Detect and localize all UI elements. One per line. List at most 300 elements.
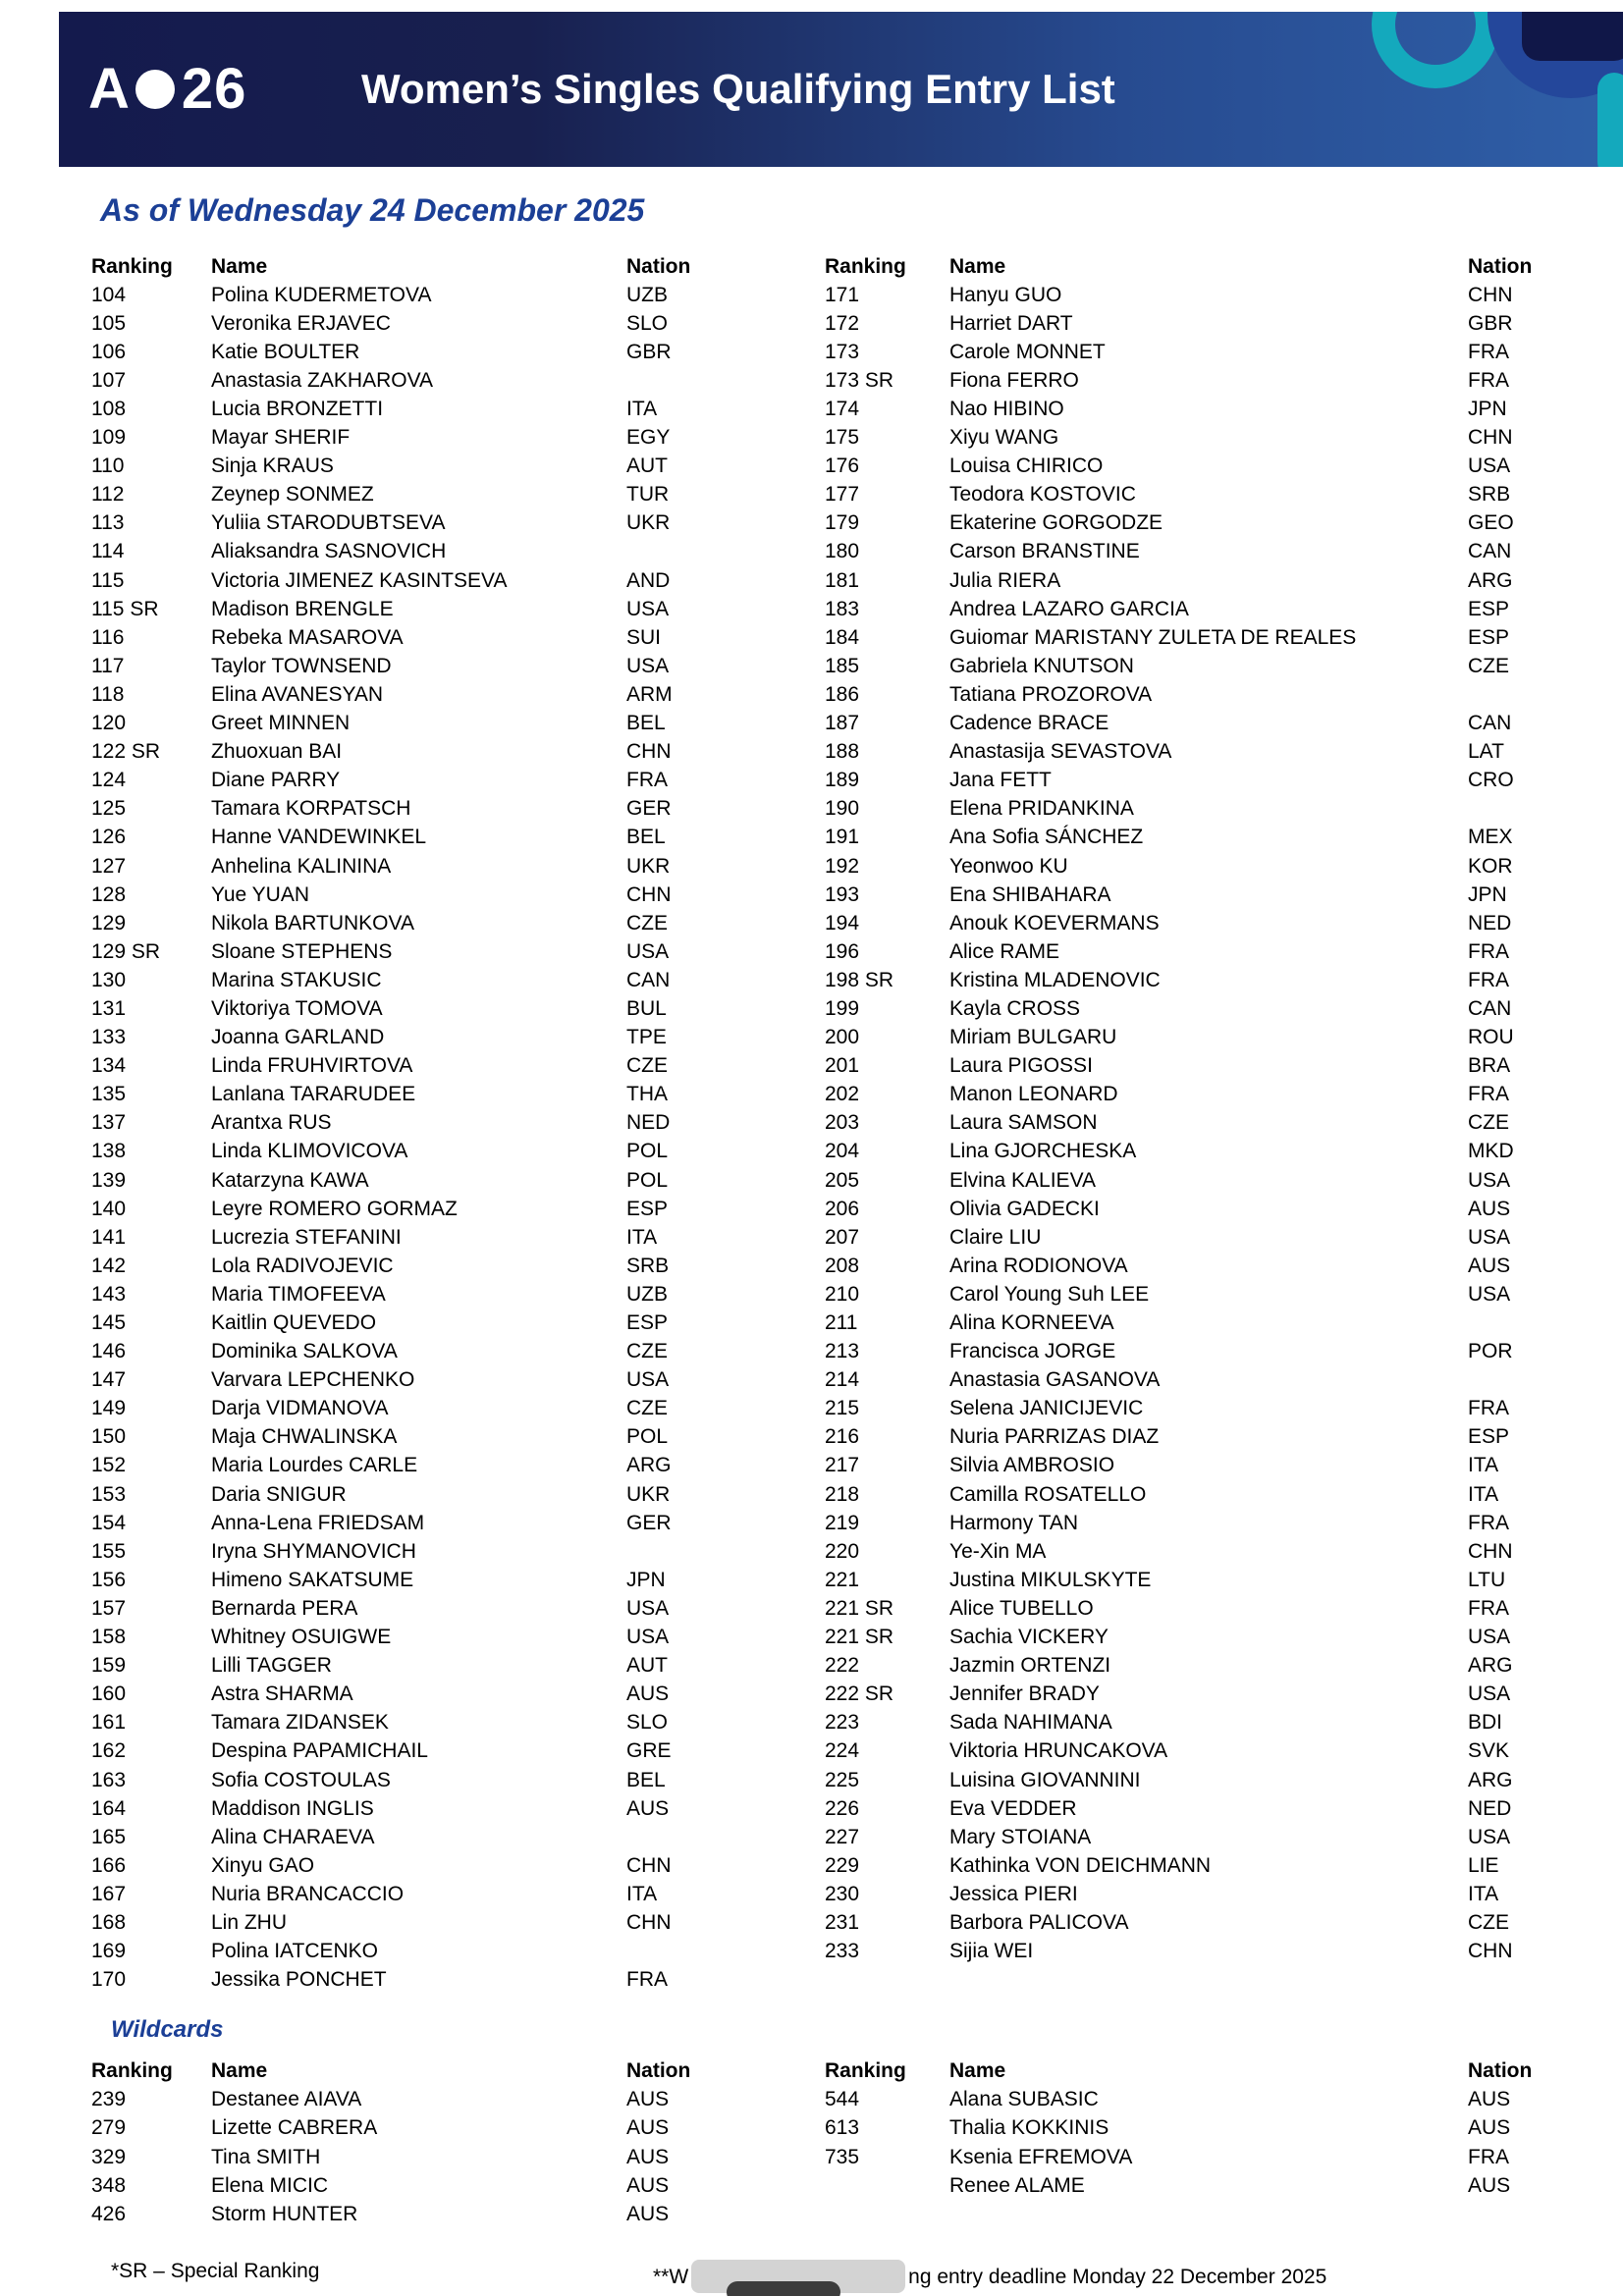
entry-row	[825, 1681, 1544, 1709]
entry-name: Silvia AMBROSIO	[949, 1454, 1115, 1477]
entry-row	[825, 909, 1544, 937]
name-header: Name	[211, 254, 268, 278]
entry-row	[825, 1794, 1544, 1823]
entry-row	[825, 1624, 1544, 1652]
entry-name: Sijia WEI	[949, 1940, 1034, 1963]
entry-row	[825, 994, 1544, 1023]
entry-ranking: 130	[91, 968, 127, 991]
entry-nation: AUS	[626, 2202, 670, 2225]
entry-name: Whitney OSUIGWE	[211, 1626, 392, 1649]
entry-row	[91, 909, 710, 937]
entry-ranking: 149	[91, 1397, 127, 1420]
entry-row	[91, 852, 710, 881]
entry-row	[825, 710, 1544, 738]
entry-row	[91, 2200, 710, 2228]
entry-name: Bernarda PERA	[211, 1596, 358, 1620]
footnotes	[91, 2256, 1623, 2296]
entry-nation: FRA	[1468, 368, 1509, 392]
entry-name: Harriet DART	[949, 311, 1073, 335]
entry-name: Veronika ERJAVEC	[211, 311, 391, 335]
entry-row	[825, 966, 1544, 994]
entry-name: Storm HUNTER	[211, 2202, 358, 2225]
entry-ranking: 167	[91, 1882, 127, 1905]
entry-ranking: 108	[91, 398, 127, 421]
entry-nation: KOR	[1468, 854, 1513, 878]
entry-nation: ESP	[626, 1197, 669, 1220]
entry-row	[825, 1880, 1544, 1908]
entry-nation: CZE	[626, 1054, 668, 1078]
entry-ranking: 613	[825, 2116, 860, 2140]
entry-name: Lizette CABRERA	[211, 2116, 378, 2140]
entry-row	[825, 338, 1544, 366]
entry-ranking: 125	[91, 797, 127, 821]
entry-ranking: 221 SR	[825, 1626, 894, 1649]
entry-nation: ESP	[1468, 597, 1510, 620]
entry-nation: ESP	[1468, 625, 1510, 649]
entry-name: Ena SHIBAHARA	[949, 882, 1111, 906]
entry-row	[91, 509, 710, 538]
entry-name: Arantxa RUS	[211, 1111, 332, 1135]
entry-name: Tina SMITH	[211, 2145, 321, 2168]
entry-name: Diane PARRY	[211, 769, 341, 792]
entry-row	[91, 2143, 710, 2171]
entry-ranking: 106	[91, 340, 127, 363]
entry-name: Camilla ROSATELLO	[949, 1482, 1147, 1506]
entry-name: Anna-Lena FRIEDSAM	[211, 1511, 425, 1534]
entry-nation: ITA	[626, 398, 658, 421]
entry-name: Anastasia ZAKHAROVA	[211, 368, 434, 392]
entry-name: Tatiana PROZOROVA	[949, 682, 1153, 706]
entry-nation: BUL	[626, 996, 667, 1020]
entry-nation: USA	[1468, 1626, 1511, 1649]
entry-ranking: 426	[91, 2202, 127, 2225]
entry-ranking: 126	[91, 826, 127, 849]
entry-name: Polina KUDERMETOVA	[211, 283, 432, 306]
entry-nation: CZE	[626, 911, 668, 934]
entry-nation: AND	[626, 568, 671, 592]
entry-row	[91, 994, 710, 1023]
entry-name: Fiona FERRO	[949, 368, 1079, 392]
entry-nation: AUT	[626, 454, 668, 478]
entry-row	[825, 852, 1544, 881]
entry-row	[825, 1480, 1544, 1509]
entry-nation: FRA	[1468, 1596, 1509, 1620]
entry-nation: CAN	[626, 968, 671, 991]
wildcards-list	[91, 2057, 1623, 2229]
main-list-left-rows	[91, 281, 710, 1995]
name-header: Name	[949, 254, 1006, 278]
entry-ranking: 175	[825, 426, 860, 450]
entry-nation: GEO	[1468, 511, 1514, 535]
entry-row	[825, 767, 1544, 795]
entry-ranking: 109	[91, 426, 127, 450]
entry-row	[825, 538, 1544, 566]
entry-name: Manon LEONARD	[949, 1083, 1118, 1106]
entry-name: Polina IATCENKO	[211, 1940, 378, 1963]
entry-ranking: 134	[91, 1054, 127, 1078]
entry-name: Sofia COSTOULAS	[211, 1768, 391, 1791]
entry-ranking: 131	[91, 996, 127, 1020]
entry-row	[825, 1280, 1544, 1308]
entry-row	[825, 1252, 1544, 1280]
entry-ranking: 146	[91, 1340, 127, 1363]
entry-nation: AUS	[1468, 2173, 1511, 2197]
entry-ranking: 163	[91, 1768, 127, 1791]
entry-row	[91, 1537, 710, 1566]
entry-nation: ARM	[626, 682, 673, 706]
entry-name: Arina RODIONOVA	[949, 1254, 1128, 1277]
entry-row	[825, 1024, 1544, 1052]
ao-logo-o-icon	[135, 70, 175, 109]
entry-ranking: 173 SR	[825, 368, 894, 392]
entry-row	[825, 1109, 1544, 1138]
entry-nation: BEL	[626, 712, 666, 735]
entry-row	[91, 1223, 710, 1252]
entry-nation: FRA	[1468, 1397, 1509, 1420]
entry-row	[825, 1081, 1544, 1109]
entry-name: Selena JANICIJEVIC	[949, 1397, 1144, 1420]
entry-nation: SUI	[626, 625, 662, 649]
entry-ranking: 154	[91, 1511, 127, 1534]
entry-ranking: 117	[91, 654, 125, 677]
entry-name: Xiyu WANG	[949, 426, 1059, 450]
entry-ranking: 161	[91, 1711, 127, 1735]
entry-row	[91, 1308, 710, 1337]
entry-row	[825, 1509, 1544, 1537]
entry-ranking: 112	[91, 483, 125, 507]
entry-nation: CAN	[1468, 996, 1512, 1020]
entry-name: Lucia BRONZETTI	[211, 398, 384, 421]
entry-row	[91, 1195, 710, 1223]
entry-nation: USA	[626, 939, 670, 963]
entry-ranking: 214	[825, 1368, 860, 1392]
entry-nation: LTU	[1468, 1568, 1506, 1591]
entry-ranking: 172	[825, 311, 860, 335]
entry-ranking: 233	[825, 1940, 860, 1963]
entry-ranking: 223	[825, 1711, 860, 1735]
entry-ranking: 184	[825, 625, 860, 649]
entry-row	[825, 1452, 1544, 1480]
entry-nation: SLO	[626, 311, 669, 335]
entry-ranking: 211	[825, 1311, 858, 1335]
entry-ranking: 168	[91, 1910, 127, 1934]
entry-row	[91, 395, 710, 423]
entry-ranking: 180	[825, 540, 860, 563]
wildcards-left-column	[91, 2057, 710, 2229]
entry-row	[91, 1794, 710, 1823]
entry-nation: CAN	[1468, 712, 1512, 735]
entry-name: Aliaksandra SASNOVICH	[211, 540, 447, 563]
entry-nation: USA	[1468, 454, 1511, 478]
entry-nation: CZE	[1468, 1111, 1509, 1135]
entry-row	[91, 652, 710, 680]
entry-nation: AUS	[626, 1796, 670, 1820]
entry-name: Viktoria HRUNCAKOVA	[949, 1739, 1168, 1763]
entry-name: Tamara ZIDANSEK	[211, 1711, 389, 1735]
entry-row	[825, 395, 1544, 423]
entry-nation: CHN	[626, 1910, 672, 1934]
entry-ranking: 171	[825, 283, 860, 306]
entry-name: Leyre ROMERO GORMAZ	[211, 1197, 458, 1220]
entry-nation: POL	[626, 1140, 669, 1163]
entry-name: Rebeka MASAROVA	[211, 625, 404, 649]
entry-ranking: 222 SR	[825, 1682, 894, 1706]
entry-ranking: 221	[825, 1568, 860, 1591]
entry-ranking: 114	[91, 540, 125, 563]
entry-nation: SVK	[1468, 1739, 1510, 1763]
entry-ranking: 141	[91, 1225, 127, 1249]
entry-nation: AUS	[1468, 1197, 1511, 1220]
entry-ranking: 127	[91, 854, 127, 878]
entry-nation: UZB	[626, 1282, 668, 1306]
entry-name: Dominika SALKOVA	[211, 1340, 398, 1363]
entry-row	[91, 566, 710, 595]
entry-ranking: 142	[91, 1254, 127, 1277]
entry-row	[91, 281, 710, 309]
entry-name: Lanlana TARARUDEE	[211, 1083, 416, 1106]
entry-nation: FRA	[626, 769, 668, 792]
entry-name: Mayar SHERIF	[211, 426, 351, 450]
entry-name: Alina CHARAEVA	[211, 1825, 375, 1848]
entry-nation: POR	[1468, 1340, 1513, 1363]
entry-name: Anastasija SEVASTOVA	[949, 740, 1172, 764]
entry-row	[91, 937, 710, 966]
entry-row	[91, 1766, 710, 1794]
entry-nation: USA	[1468, 1682, 1511, 1706]
entry-ranking: 187	[825, 712, 860, 735]
entry-row	[91, 1681, 710, 1709]
entry-ranking: 181	[825, 568, 860, 592]
entry-row	[91, 1509, 710, 1537]
entry-row	[91, 1908, 710, 1937]
entry-row	[825, 738, 1544, 767]
deadline-note-prefix: **W	[653, 2266, 689, 2289]
entry-name: Viktoriya TOMOVA	[211, 996, 383, 1020]
entry-nation: ITA	[1468, 1482, 1499, 1506]
entry-row	[91, 1452, 710, 1480]
entry-nation: LAT	[1468, 740, 1504, 764]
entry-ranking: 227	[825, 1825, 860, 1848]
entry-name: Elvina KALIEVA	[949, 1168, 1097, 1192]
ranking-header: Ranking	[825, 254, 906, 278]
entry-nation: UKR	[626, 511, 671, 535]
entry-row	[825, 1338, 1544, 1366]
entry-nation: CHN	[1468, 283, 1513, 306]
entry-row	[91, 595, 710, 623]
entry-ranking: 207	[825, 1225, 860, 1249]
entry-nation: AUS	[626, 2173, 670, 2197]
entry-nation: USA	[626, 654, 670, 677]
name-header: Name	[949, 2059, 1006, 2083]
entry-name: Zeynep SONMEZ	[211, 483, 374, 507]
entry-row	[825, 481, 1544, 509]
entry-name: Kaitlin QUEVEDO	[211, 1311, 377, 1335]
entry-ranking: 200	[825, 1026, 860, 1049]
entry-name: Ana Sofia SÁNCHEZ	[949, 826, 1144, 849]
entry-row	[91, 1594, 710, 1623]
entry-nation: AUT	[626, 1654, 668, 1678]
entry-row	[91, 881, 710, 909]
entry-row	[825, 566, 1544, 595]
page-title: Women’s Singles Qualifying Entry List	[361, 66, 1115, 112]
entry-nation: BEL	[626, 826, 666, 849]
entry-ranking: 205	[825, 1168, 860, 1192]
entry-name: Nikola BARTUNKOVA	[211, 911, 414, 934]
entry-nation: CHN	[626, 1853, 672, 1877]
entry-name: Maja CHWALINSKA	[211, 1425, 398, 1449]
entry-row	[91, 424, 710, 453]
entry-nation: TUR	[626, 483, 670, 507]
entry-ranking: 231	[825, 1910, 860, 1934]
entry-name: Sinja KRAUS	[211, 454, 334, 478]
entry-name: Carol Young Suh LEE	[949, 1282, 1150, 1306]
entry-ranking: 143	[91, 1282, 127, 1306]
entry-name: Linda KLIMOVICOVA	[211, 1140, 408, 1163]
entry-name: Destanee AIAVA	[211, 2088, 362, 2111]
entry-name: Yeonwoo KU	[949, 854, 1068, 878]
entry-name: Sachia VICKERY	[949, 1626, 1109, 1649]
entry-row	[825, 424, 1544, 453]
entry-row	[825, 795, 1544, 824]
entry-ranking: 229	[825, 1853, 860, 1877]
entry-name: Taylor TOWNSEND	[211, 654, 392, 677]
entry-name: Elina AVANESYAN	[211, 682, 384, 706]
entry-nation: NED	[1468, 1796, 1512, 1820]
entry-name: Andrea LAZARO GARCIA	[949, 597, 1189, 620]
entry-ranking: 204	[825, 1140, 860, 1163]
entry-ranking: 137	[91, 1111, 127, 1135]
entry-row	[91, 338, 710, 366]
entry-ranking: 189	[825, 769, 860, 792]
wildcards-section-label: Wildcards	[111, 2015, 224, 2043]
entry-ranking: 153	[91, 1482, 127, 1506]
entry-ranking: 279	[91, 2116, 127, 2140]
entry-nation: TPE	[626, 1026, 667, 1049]
entry-nation: FRA	[1468, 1083, 1509, 1106]
entry-name: Luisina GIOVANNINI	[949, 1768, 1141, 1791]
entry-name: Iryna SHYMANOVICH	[211, 1539, 416, 1563]
entry-ranking: 124	[91, 769, 127, 792]
banner	[59, 12, 1623, 167]
entry-nation: USA	[1468, 1282, 1511, 1306]
decorative-ring-icon	[1372, 12, 1499, 88]
entry-nation: CHN	[1468, 426, 1513, 450]
entry-row	[91, 453, 710, 481]
entry-name: Kayla CROSS	[949, 996, 1081, 1020]
entry-ranking: 348	[91, 2173, 127, 2197]
entry-name: Lilli TAGGER	[211, 1654, 332, 1678]
entry-nation: MEX	[1468, 826, 1513, 849]
entry-name: Harmony TAN	[949, 1511, 1079, 1534]
entry-ranking: 186	[825, 682, 860, 706]
entry-row	[91, 366, 710, 395]
entry-nation: BEL	[626, 1768, 666, 1791]
entry-name: Lola RADIVOJEVIC	[211, 1254, 394, 1277]
entry-nation: ITA	[1468, 1882, 1499, 1905]
entry-ranking: 115 SR	[91, 597, 159, 620]
entry-ranking: 145	[91, 1311, 127, 1335]
entry-ranking: 110	[91, 454, 125, 478]
entry-row	[91, 1138, 710, 1166]
entry-ranking: 158	[91, 1626, 127, 1649]
watermark-pill	[727, 2281, 840, 2296]
entry-row	[91, 795, 710, 824]
entry-nation: MKD	[1468, 1140, 1514, 1163]
document-body	[0, 167, 1623, 2296]
entry-row	[825, 1138, 1544, 1166]
entry-ranking: 221 SR	[825, 1596, 894, 1620]
name-header: Name	[211, 2059, 268, 2083]
entry-name: Greet MINNEN	[211, 712, 351, 735]
entry-row	[825, 1652, 1544, 1681]
entry-nation: NED	[626, 1111, 671, 1135]
decorative-bar-shape	[1597, 73, 1623, 167]
entry-name: Olivia GADECKI	[949, 1197, 1100, 1220]
entry-ranking: 160	[91, 1682, 127, 1706]
entry-ranking: 122 SR	[91, 740, 161, 764]
entry-name: Jessika PONCHET	[211, 1968, 387, 1992]
entry-row	[825, 595, 1544, 623]
entry-nation: EGY	[626, 426, 671, 450]
entry-name: Nao HIBINO	[949, 398, 1064, 421]
entry-ranking: 216	[825, 1425, 860, 1449]
decorative-corner-shape	[1522, 12, 1623, 61]
entry-ranking: 224	[825, 1739, 860, 1763]
entry-nation: FRA	[1468, 939, 1509, 963]
entry-nation: CZE	[626, 1397, 668, 1420]
entry-ranking: 170	[91, 1968, 127, 1992]
entry-ranking: 177	[825, 483, 860, 507]
entry-row	[91, 966, 710, 994]
entry-name: Marina STAKUSIC	[211, 968, 382, 991]
entry-name: Miriam BULGARU	[949, 1026, 1117, 1049]
entry-name: Guiomar MARISTANY ZULETA DE REALES	[949, 625, 1357, 649]
entry-nation: GER	[626, 1511, 672, 1534]
entry-name: Despina PAPAMICHAIL	[211, 1739, 428, 1763]
entry-ranking: 199	[825, 996, 860, 1020]
entry-name: Jana FETT	[949, 769, 1052, 792]
entry-ranking: 230	[825, 1882, 860, 1905]
entry-nation: SLO	[626, 1711, 669, 1735]
entry-ranking: 215	[825, 1397, 860, 1420]
entry-name: Jessica PIERI	[949, 1882, 1078, 1905]
entry-ranking: 196	[825, 939, 860, 963]
entry-nation: USA	[1468, 1225, 1511, 1249]
entry-name: Louisa CHIRICO	[949, 454, 1104, 478]
entry-nation: GBR	[1468, 311, 1513, 335]
entry-row	[825, 2143, 1544, 2171]
entry-name: Renee ALAME	[949, 2173, 1085, 2197]
entry-row	[91, 1938, 710, 1966]
entry-ranking: 190	[825, 797, 860, 821]
entry-ranking: 140	[91, 1197, 127, 1220]
entry-nation: AUS	[626, 2088, 670, 2111]
entry-nation: FRA	[1468, 1511, 1509, 1534]
entry-ranking: 116	[91, 625, 125, 649]
entry-nation: SRB	[1468, 483, 1511, 507]
entry-row	[91, 1081, 710, 1109]
main-entry-list	[91, 252, 1623, 1995]
entry-name: Katarzyna KAWA	[211, 1168, 369, 1192]
entry-name: Anouk KOEVERMANS	[949, 911, 1160, 934]
entry-row	[91, 824, 710, 852]
entry-ranking: 544	[825, 2088, 860, 2111]
entry-row	[91, 623, 710, 652]
entry-name: Ye-Xin MA	[949, 1539, 1047, 1563]
entry-nation: AUS	[626, 2116, 670, 2140]
entry-ranking: 192	[825, 854, 860, 878]
entry-nation: USA	[1468, 1168, 1511, 1192]
